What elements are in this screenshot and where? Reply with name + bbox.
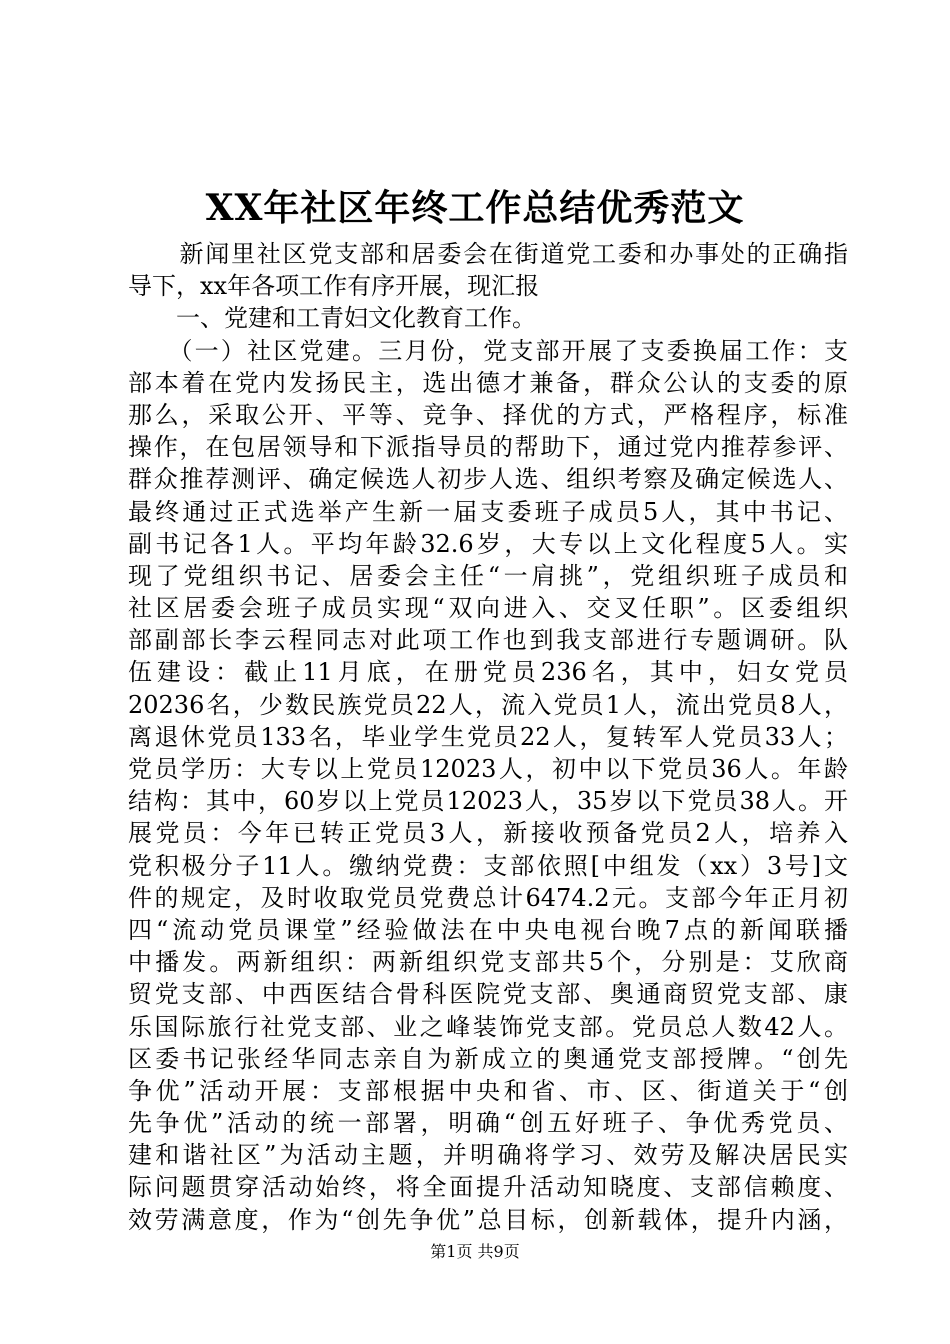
text-line: 部本着在党内发扬民主，选出德才兼备，群众公认的支委的原 — [128, 368, 848, 397]
text-line: 件的规定，及时收取党员党费总计6474.2元。支部今年正月初 — [128, 883, 848, 912]
text-line: 操作，在包居领导和下派指导员的帮助下，通过党内推荐参评、 — [128, 433, 848, 462]
text-line: 四“流动党员课堂”经验做法在中央电视台晚7点的新闻联播 — [128, 915, 848, 944]
text-line: 副书记各1人。平均年龄32.6岁，大专以上文化程度5人。实 — [128, 529, 848, 558]
text-line: 20236名，少数民族党员22人，流入党员1人，流出党员8人， — [128, 690, 848, 719]
text-line: 贸党支部、中西医结合骨科医院党支部、奥通商贸党支部、康 — [128, 980, 848, 1009]
text-line: 建和谐社区”为活动主题，并明确将学习、效劳及解决居民实 — [128, 1141, 848, 1170]
text-line: 党积极分子11人。缴纳党费：支部依照[中组发（xx）3号]文 — [128, 851, 848, 880]
text-line: 社区居委会班子成员实现“双向进入、交叉任职”。区委组织 — [128, 594, 848, 623]
text-line: 现了党组织书记、居委会主任“一肩挑”，党组织班子成员和 — [128, 561, 848, 590]
document-body — [128, 238, 848, 1236]
text-line: 先争优”活动的统一部署，明确“创五好班子、争优秀党员、 — [128, 1109, 848, 1138]
text-line: 展党员：今年已转正党员3人，新接收预备党员2人，培养入 — [128, 819, 848, 848]
text-line: 际问题贯穿活动始终，将全面提升活动知晓度、支部信赖度、 — [128, 1173, 848, 1202]
text-line: 结构：其中，60岁以上党员12023人，35岁以下党员38人。开 — [128, 787, 848, 816]
page-footer: 第1页 共9页 — [430, 1242, 520, 1261]
text-line: 部副部长李云程同志对此项工作也到我支部进行专题调研。队 — [128, 626, 848, 655]
text-line: 党员学历：大专以上党员12023人，初中以下党员36人。年龄 — [128, 755, 848, 783]
text-line: 最终通过正式选举产生新一届支委班子成员5人，其中书记、 — [128, 497, 848, 526]
text-line: 区委书记张经华同志亲自为新成立的奥通党支部授牌。“创先 — [128, 1044, 848, 1073]
text-line: 那么，采取公开、平等、竞争、择优的方式，严格程序，标准 — [128, 400, 848, 429]
text-line: 离退休党员133名，毕业学生党员22人，复转军人党员33人； — [128, 722, 848, 751]
text-line: 导下，xx年各项工作有序开展，现汇报 — [128, 272, 540, 301]
text-line: 新闻里社区党支部和居委会在街道党工委和办事处的正确指 — [128, 240, 848, 268]
text-line: 一、党建和工青妇文化教育工作。 — [128, 304, 536, 333]
text-line: 群众推荐测评、确定候选人初步人选、组织考察及确定候选人、 — [128, 465, 848, 494]
text-line: 效劳满意度，作为“创先争优”总目标，创新载体，提升内涵， — [128, 1205, 848, 1234]
text-line: 乐国际旅行社党支部、业之峰装饰党支部。党员总人数42人。 — [128, 1012, 848, 1041]
text-line: 争优”活动开展：支部根据中央和省、市、区、街道关于“创 — [128, 1076, 848, 1105]
text-line: 伍建设：截止11月底，在册党员236名，其中，妇女党员 — [128, 658, 848, 687]
text-line: 中播发。两新组织：两新组织党支部共5个，分别是：艾欣商 — [128, 948, 848, 977]
text-line: （一）社区党建。三月份，党支部开展了支委换届工作：支 — [128, 336, 848, 365]
document-title: XX年社区年终工作总结优秀范文 — [205, 187, 745, 229]
